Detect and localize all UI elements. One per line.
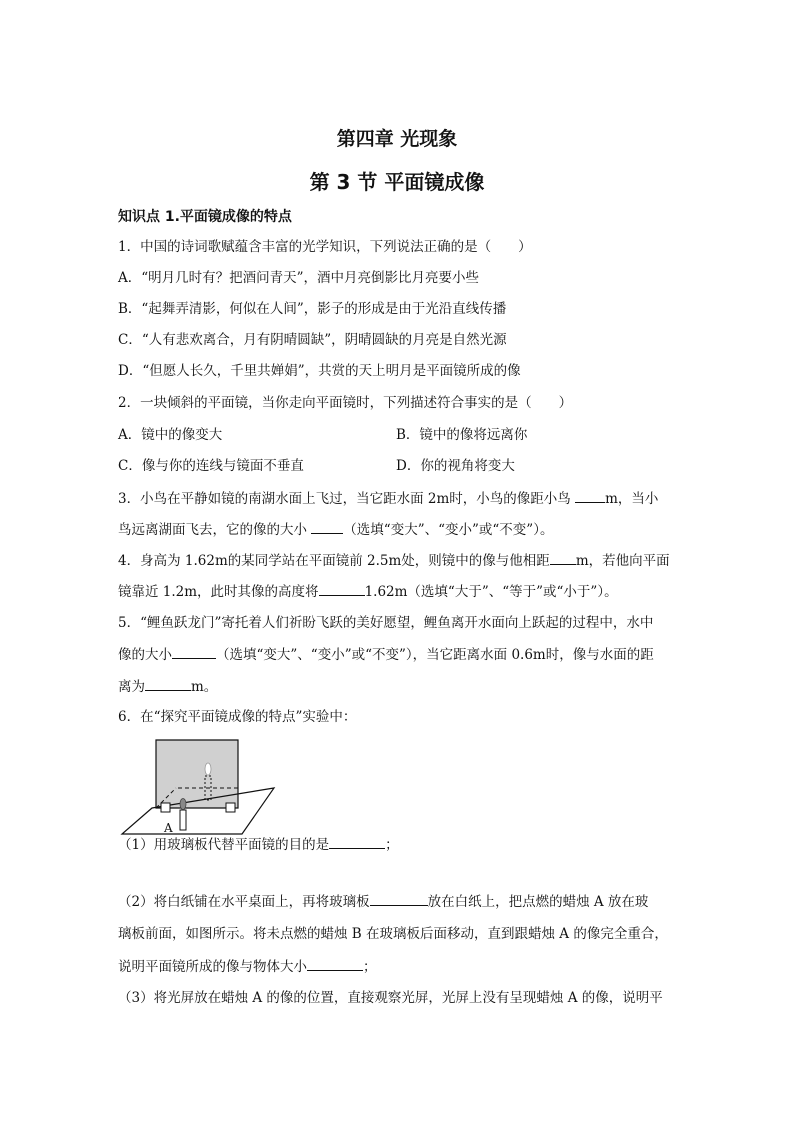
q4-text-1: 4．身高为 1.62m的某同学站在平面镜前 2.5m处，则镜中的像与他相距 bbox=[118, 553, 550, 569]
candle-a-flame bbox=[180, 799, 186, 810]
q2-option-b: B．镜中的像将远离你 bbox=[396, 427, 528, 443]
q2-option-a: A．镜中的像变大 bbox=[118, 427, 223, 443]
q5-text-2: 像的大小 bbox=[118, 647, 172, 663]
q3-text-4: （选填“变大”、“变小”或“不变”）。 bbox=[343, 522, 554, 538]
knowledge-point-heading: 知识点 1.平面镜成像的特点 bbox=[118, 209, 292, 225]
q6-sub2-text-1: （2）将白纸铺在水平桌面上，再将玻璃板 bbox=[118, 894, 370, 910]
section-title: 第 3 节 平面镜成像 bbox=[309, 170, 485, 194]
q6-sub3: （3）将光屏放在蜡烛 A 的像的位置，直接观察光屏，光屏上没有呈现蜡烛 A 的像，说明平 bbox=[118, 990, 663, 1006]
q4-text-2: m，若他向平面 bbox=[575, 553, 670, 569]
q3-text-2: m，当小 bbox=[605, 491, 659, 507]
q2-option-c: C．像与你的连线与镜面不垂直 bbox=[118, 458, 304, 474]
candle-image-flame bbox=[205, 763, 211, 775]
q6-sub1-blank[interactable] bbox=[329, 834, 385, 849]
q4-line-2 bbox=[118, 581, 618, 602]
q4-blank-2[interactable] bbox=[319, 581, 365, 596]
q5-line-1: 5．“鲤鱼跃龙门”寄托着人们祈盼飞跃的美好愿望，鲤鱼离开水面向上跃起的过程中，水中 bbox=[118, 615, 654, 631]
chapter-title: 第四章 光现象 bbox=[336, 128, 458, 150]
q3-line-1 bbox=[118, 488, 658, 509]
q6-sub2-text-3: 说明平面镜所成的像与物体大小 bbox=[118, 959, 307, 975]
q5-line-3 bbox=[118, 676, 217, 697]
q1-option-d: D．“但愿人长久，千里共婵娟”，共赏的天上明月是平面镜所成的像 bbox=[118, 363, 521, 379]
q6-sub2-line-1 bbox=[118, 891, 648, 912]
q5-blank-1[interactable] bbox=[172, 644, 216, 659]
q6-stem: 6．在“探究平面镜成像的特点”实验中： bbox=[118, 709, 357, 725]
glass-plate bbox=[156, 740, 238, 808]
candle-a-label: A bbox=[164, 821, 173, 835]
q6-sub2-blank-2[interactable] bbox=[307, 956, 363, 971]
q6-sub1 bbox=[118, 834, 399, 855]
q1-stem: 1．中国的诗词歌赋蕴含丰富的光学知识，下列说法正确的是（ ） bbox=[118, 239, 532, 255]
q6-sub2-text-2: 放在白纸上，把点燃的蜡烛 A 放在玻 bbox=[427, 894, 649, 910]
q5-blank-2[interactable] bbox=[145, 676, 191, 691]
plate-stand-left bbox=[161, 803, 170, 812]
q6-sub2-line-2: 璃板前面，如图所示。将未点燃的蜡烛 B 在玻璃板后面移动，直到跟蜡烛 A 的像完全重合， bbox=[118, 926, 668, 942]
q2-stem: 2．一块倾斜的平面镜，当你走向平面镜时，下列描述符合事实的是（ ） bbox=[118, 395, 573, 411]
q6-sub2-line-3 bbox=[118, 956, 377, 977]
q4-text-3: 镜靠近 1.2m，此时其像的高度将 bbox=[118, 584, 319, 600]
q5-text-5: m。 bbox=[191, 679, 218, 695]
q4-line-1 bbox=[118, 550, 670, 571]
q5-text-3: （选填“变大”、“变小”或“不变”），当它距离水面 0.6m时，像与水面的距 bbox=[216, 647, 654, 663]
q5-text-4: 离为 bbox=[118, 679, 145, 695]
q4-blank-1[interactable] bbox=[550, 550, 576, 565]
q1-option-a: A．“明月几时有？把酒问青天”，酒中月亮倒影比月亮要小些 bbox=[118, 270, 480, 286]
q3-text-1: 3．小鸟在平静如镜的南湖水面上飞过，当它距水面 2m时，小鸟的像距小鸟 bbox=[118, 491, 576, 507]
q6-sub2-end: ； bbox=[363, 959, 377, 975]
q6-sub2-blank-1[interactable] bbox=[370, 891, 428, 906]
q1-option-c: C．“人有悲欢离合，月有阴晴圆缺”，阴晴圆缺的月亮是自然光源 bbox=[118, 332, 507, 348]
candle-a bbox=[180, 810, 186, 830]
q4-text-4: 1.62m（选填“大于”、“等于”或“小于”）。 bbox=[364, 584, 618, 600]
q5-line-2 bbox=[118, 644, 654, 665]
q2-option-d: D．你的视角将变大 bbox=[396, 458, 515, 474]
q1-option-b: B．“起舞弄清影，何似在人间”，影子的形成是由于光沿直线传播 bbox=[118, 301, 507, 317]
q3-line-2 bbox=[118, 519, 553, 540]
q3-text-3: 鸟远离湖面飞去，它的像的大小 bbox=[118, 522, 312, 538]
q6-sub1-text: （1）用玻璃板代替平面镜的目的是 bbox=[118, 837, 330, 853]
plane-mirror-experiment-figure bbox=[118, 736, 280, 838]
q3-blank-1[interactable] bbox=[575, 488, 605, 503]
plate-stand-right bbox=[226, 803, 235, 812]
q6-sub1-end: ； bbox=[385, 837, 399, 853]
q3-blank-2[interactable] bbox=[311, 519, 343, 534]
